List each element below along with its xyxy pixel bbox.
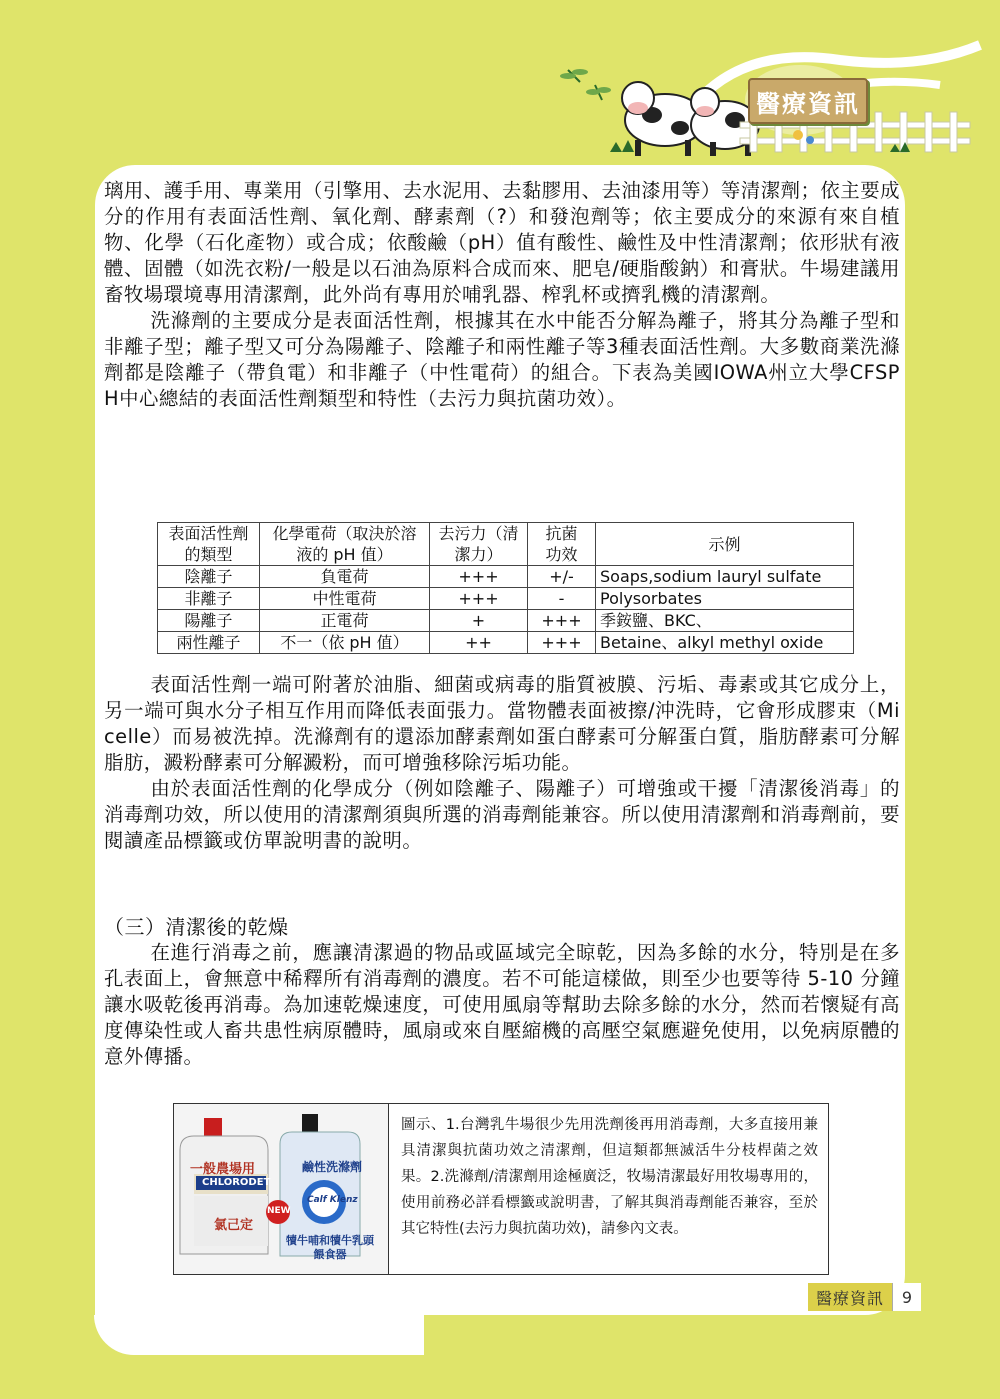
table-cell: +++ [430, 588, 528, 610]
column-header: 抗菌功效 [528, 523, 596, 566]
table-cell: 陰離子 [158, 566, 260, 588]
table-row [158, 610, 854, 632]
product-sublabel: 氯己定 [214, 1218, 254, 1233]
table-cell: +++ [528, 632, 596, 654]
body-text-top [104, 178, 900, 412]
product-label: 一般農場用 [190, 1162, 256, 1177]
product-brand: Calf Klenz [307, 1195, 358, 1205]
body-text-mid [104, 672, 900, 854]
table-cell: + [430, 610, 528, 632]
table-cell: 季銨鹽、BKC、 [596, 610, 854, 632]
new-badge: NEW [267, 1206, 291, 1216]
column-header: 示例 [596, 523, 854, 566]
table-row [158, 566, 854, 588]
product-sublabel: 犢牛哺和犢牛乳頭餵食器 [286, 1234, 374, 1261]
table-row [158, 588, 854, 610]
footer-section-label: 醫療資訊 [808, 1283, 892, 1311]
table-cell: 非離子 [158, 588, 260, 610]
paragraph: 洗滌劑的主要成分是表面活性劑，根據其在水中能否分解為離子，將其分為離子型和非離子型；離子型又可分為陽離子、陰離子和兩性離子等3種表面活性劑。大多數商業洗滌劑都是陰離子（帶負電）和非離子（中性電荷）的組合。下表為美國IOWA州立大學CFSPH中心總結的表面活性劑類型和特性（去污力與抗菌功效）。 [104, 309, 900, 410]
product-photo [174, 1104, 389, 1274]
figure-caption: 圖示、1.台灣乳牛場很少先用洗劑後再用消毒劑，大多直接用兼具清潔與抗菌功效之清潔劑，但這類都無滅活牛分枝桿菌之效果。2.洗滌劑/清潔劑用途極廣泛，牧場清潔最好用牧場專用的，使用前務必詳看標籤或說明書，了解其與消毒劑能否兼容，至於其它特性(去污力與抗菌功效)，請參內文表。 [401, 1117, 818, 1237]
paragraph: 在進行消毒之前，應讓清潔過的物品或區域完全晾乾，因為多餘的水分，特別是在多孔表面上，會無意中稀釋所有消毒劑的濃度。若不可能這樣做，則至少也要等待 5-10 分鐘讓水吸乾後再消毒。為加速乾燥速度，可使用風扇等幫助去除多餘的水分，然而若懷疑有高度傳染性或人畜共患性病原體時，風扇或來自壓縮機的高壓空氣應避免使用，以免病原體的意外傳播。 [104, 941, 900, 1068]
column-header: 去污力（清潔力） [430, 523, 528, 566]
column-header: 化學電荷（取決於溶液的 pH 值） [260, 523, 430, 566]
page-number: 9 [892, 1283, 921, 1311]
table-cell: 中性電荷 [260, 588, 430, 610]
table-cell: - [528, 588, 596, 610]
table-cell: +/- [528, 566, 596, 588]
table-cell: 陽離子 [158, 610, 260, 632]
table-cell: Betaine、alkyl methyl oxide [596, 632, 854, 654]
table-cell: +++ [430, 566, 528, 588]
table-header-row [158, 523, 854, 566]
paragraph: 表面活性劑一端可附著於油脂、細菌或病毒的脂質被膜、污垢、毒素或其它成分上，另一端可與水分子相互作用而降低表面張力。當物體表面被擦/沖洗時，它會形成膠束（Micelle）而易被洗掉。洗滌劑有的還添加酵素劑如蛋白酵素可分解蛋白質，脂肪酵素可分解脂肪，澱粉酵素可分解澱粉，而可增強移除污垢功能。 [104, 673, 900, 774]
table-cell: 負電荷 [260, 566, 430, 588]
dragonfly-icon [560, 69, 588, 82]
surfactant-table [157, 522, 854, 654]
paragraph: 由於表面活性劑的化學成分（例如陰離子、陽離子）可增強或干擾「清潔後消毒」的消毒劑功效，所以使用的清潔劑須與所選的消毒劑能兼容。所以使用清潔劑和消毒劑前，要閱讀產品標籤或仿單說明書的說明。 [104, 777, 900, 852]
product-label: 鹼性洗滌劑 [302, 1160, 363, 1174]
product-brand: CHLORODET [202, 1177, 271, 1188]
paragraph: 璃用、護手用、專業用（引擎用、去水泥用、去黏膠用、去油漆用等）等清潔劑；依主要成分的作用有表面活性劑、氧化劑、酵素劑（?）和發泡劑等；依主要成分的來源有來自植物、化學（石化產物）或合成；依酸鹼（pH）值有酸性、鹼性及中性清潔劑；依形狀有液體、固體（如洗衣粉/一般是以石油為原料合成而來、肥皂/硬脂酸鈉）和膏狀。牛場建議用畜牧場環境專用清潔劑，此外尚有專用於哺乳器、榨乳杯或擠乳機的清潔劑。 [104, 179, 900, 306]
table-cell: 不一（依 pH 值） [260, 632, 430, 654]
section-heading: （三）清潔後的乾燥 [104, 915, 289, 939]
table-cell: ++ [430, 632, 528, 654]
figure-box [173, 1103, 829, 1275]
section-tag: 醫療資訊 [748, 78, 868, 124]
column-header: 表面活性劑的類型 [158, 523, 260, 566]
table-cell: 正電荷 [260, 610, 430, 632]
section-three [104, 914, 900, 1070]
table-cell: +++ [528, 610, 596, 632]
table-cell: Soaps,sodium lauryl sulfate [596, 566, 854, 588]
dragonfly-icon [586, 85, 611, 100]
page-footer [808, 1283, 921, 1311]
table-row [158, 632, 854, 654]
table-cell: Polysorbates [596, 588, 854, 610]
table-cell: 兩性離子 [158, 632, 260, 654]
